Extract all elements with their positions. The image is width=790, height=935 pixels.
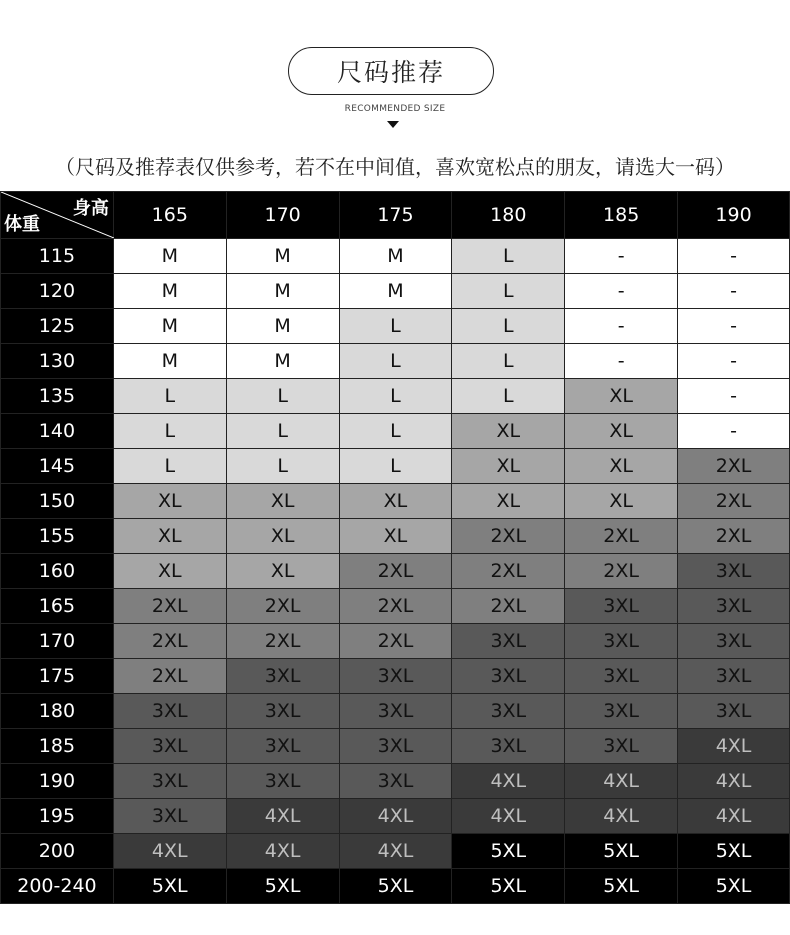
size-cell: 5XL bbox=[339, 869, 452, 904]
size-cell: 2XL bbox=[113, 659, 226, 694]
table-row bbox=[1, 484, 790, 519]
size-cell: 3XL bbox=[452, 659, 565, 694]
weight-label: 180 bbox=[1, 694, 114, 729]
weight-label: 190 bbox=[1, 764, 114, 799]
size-cell: 2XL bbox=[339, 589, 452, 624]
weight-label: 150 bbox=[1, 484, 114, 519]
size-cell: L bbox=[339, 379, 452, 414]
size-cell: 5XL bbox=[565, 869, 678, 904]
size-cell: M bbox=[226, 239, 339, 274]
size-cell: 3XL bbox=[565, 729, 678, 764]
weight-label: 125 bbox=[1, 309, 114, 344]
size-cell: 4XL bbox=[565, 799, 678, 834]
size-cell: 2XL bbox=[678, 449, 790, 484]
weight-label: 135 bbox=[1, 379, 114, 414]
size-cell: 5XL bbox=[226, 869, 339, 904]
size-cell: 3XL bbox=[678, 589, 790, 624]
size-cell: 2XL bbox=[226, 589, 339, 624]
size-cell: L bbox=[339, 309, 452, 344]
size-cell: M bbox=[339, 274, 452, 309]
size-cell: L bbox=[113, 449, 226, 484]
size-cell: 5XL bbox=[452, 834, 565, 869]
table-row bbox=[1, 659, 790, 694]
size-cell: 2XL bbox=[339, 624, 452, 659]
size-cell: 4XL bbox=[678, 799, 790, 834]
height-header-175: 175 bbox=[339, 192, 452, 239]
size-cell: 3XL bbox=[565, 589, 678, 624]
size-cell: L bbox=[339, 449, 452, 484]
table-row bbox=[1, 799, 790, 834]
size-cell: XL bbox=[113, 484, 226, 519]
size-cell: 3XL bbox=[339, 694, 452, 729]
weight-label: 195 bbox=[1, 799, 114, 834]
height-axis-label: 身高 bbox=[72, 198, 109, 219]
size-chart-table bbox=[0, 191, 790, 904]
table-row bbox=[1, 694, 790, 729]
size-cell: 2XL bbox=[565, 554, 678, 589]
size-cell: 4XL bbox=[339, 834, 452, 869]
size-cell: XL bbox=[339, 484, 452, 519]
table-row bbox=[1, 309, 790, 344]
size-cell: 5XL bbox=[678, 869, 790, 904]
size-cell: 4XL bbox=[452, 799, 565, 834]
size-cell: XL bbox=[339, 519, 452, 554]
height-header-180: 180 bbox=[452, 192, 565, 239]
size-cell: 4XL bbox=[565, 764, 678, 799]
weight-label: 160 bbox=[1, 554, 114, 589]
size-cell: 3XL bbox=[226, 729, 339, 764]
size-cell: 4XL bbox=[452, 764, 565, 799]
size-cell: 3XL bbox=[113, 799, 226, 834]
size-cell: 4XL bbox=[678, 764, 790, 799]
weight-axis-label: 体重 bbox=[4, 214, 40, 235]
table-row bbox=[1, 869, 790, 904]
size-cell: 3XL bbox=[226, 659, 339, 694]
size-cell: L bbox=[452, 239, 565, 274]
size-cell: - bbox=[565, 274, 678, 309]
weight-label: 165 bbox=[1, 589, 114, 624]
table-row bbox=[1, 519, 790, 554]
table-row bbox=[1, 449, 790, 484]
size-cell: 5XL bbox=[113, 869, 226, 904]
size-cell: 3XL bbox=[678, 554, 790, 589]
size-cell: 2XL bbox=[113, 589, 226, 624]
size-cell: 3XL bbox=[226, 764, 339, 799]
size-cell: 3XL bbox=[113, 694, 226, 729]
weight-label: 120 bbox=[1, 274, 114, 309]
table-row bbox=[1, 834, 790, 869]
size-cell: 2XL bbox=[113, 624, 226, 659]
table-row bbox=[1, 344, 790, 379]
height-header-170: 170 bbox=[226, 192, 339, 239]
header-row bbox=[1, 192, 790, 239]
size-cell: 3XL bbox=[339, 764, 452, 799]
size-cell: XL bbox=[226, 554, 339, 589]
size-cell: 3XL bbox=[452, 729, 565, 764]
size-cell: M bbox=[113, 344, 226, 379]
size-cell: 3XL bbox=[452, 624, 565, 659]
size-cell: 3XL bbox=[678, 624, 790, 659]
table-row bbox=[1, 239, 790, 274]
size-cell: XL bbox=[452, 414, 565, 449]
size-cell: 2XL bbox=[452, 589, 565, 624]
triangle-down-icon bbox=[387, 121, 399, 128]
size-cell: 3XL bbox=[565, 659, 678, 694]
table-row bbox=[1, 764, 790, 799]
size-cell: L bbox=[452, 344, 565, 379]
size-cell: 4XL bbox=[226, 834, 339, 869]
size-cell: M bbox=[226, 274, 339, 309]
size-cell: 2XL bbox=[452, 519, 565, 554]
size-cell: 2XL bbox=[339, 554, 452, 589]
weight-label: 200-240 bbox=[1, 869, 114, 904]
size-cell: XL bbox=[565, 414, 678, 449]
weight-label: 145 bbox=[1, 449, 114, 484]
height-header-165: 165 bbox=[113, 192, 226, 239]
size-cell: XL bbox=[226, 484, 339, 519]
size-cell: L bbox=[113, 379, 226, 414]
size-cell: XL bbox=[565, 484, 678, 519]
weight-label: 130 bbox=[1, 344, 114, 379]
size-cell: M bbox=[226, 309, 339, 344]
size-cell: XL bbox=[113, 554, 226, 589]
size-cell: L bbox=[339, 344, 452, 379]
size-cell: - bbox=[565, 344, 678, 379]
table-row bbox=[1, 379, 790, 414]
page-title: 尺码推荐 bbox=[288, 47, 494, 95]
size-cell: M bbox=[113, 239, 226, 274]
weight-label: 200 bbox=[1, 834, 114, 869]
table-row bbox=[1, 554, 790, 589]
page-subtitle: RECOMMENDED SIZE bbox=[344, 104, 446, 114]
size-cell: - bbox=[678, 239, 790, 274]
size-cell: 3XL bbox=[339, 659, 452, 694]
weight-label: 140 bbox=[1, 414, 114, 449]
size-cell: 2XL bbox=[226, 624, 339, 659]
size-cell: - bbox=[678, 309, 790, 344]
size-cell: 2XL bbox=[678, 519, 790, 554]
size-cell: M bbox=[113, 309, 226, 344]
table-row bbox=[1, 274, 790, 309]
size-cell: M bbox=[339, 239, 452, 274]
size-cell: - bbox=[678, 344, 790, 379]
weight-label: 170 bbox=[1, 624, 114, 659]
size-cell: - bbox=[678, 274, 790, 309]
table-row bbox=[1, 414, 790, 449]
size-cell: L bbox=[226, 379, 339, 414]
size-cell: XL bbox=[452, 484, 565, 519]
height-header-185: 185 bbox=[565, 192, 678, 239]
size-cell: XL bbox=[452, 449, 565, 484]
size-cell: - bbox=[678, 379, 790, 414]
size-cell: XL bbox=[565, 449, 678, 484]
height-header-190: 190 bbox=[678, 192, 790, 239]
weight-label: 155 bbox=[1, 519, 114, 554]
size-cell: XL bbox=[226, 519, 339, 554]
size-cell: L bbox=[452, 309, 565, 344]
size-cell: M bbox=[226, 344, 339, 379]
size-cell: 2XL bbox=[565, 519, 678, 554]
size-cell: 4XL bbox=[226, 799, 339, 834]
size-cell: L bbox=[452, 274, 565, 309]
size-cell: 2XL bbox=[678, 484, 790, 519]
size-cell: 3XL bbox=[678, 694, 790, 729]
size-cell: XL bbox=[565, 379, 678, 414]
size-cell: 4XL bbox=[678, 729, 790, 764]
size-cell: 5XL bbox=[565, 834, 678, 869]
size-cell: - bbox=[678, 414, 790, 449]
size-cell: 3XL bbox=[339, 729, 452, 764]
size-cell: L bbox=[226, 449, 339, 484]
weight-label: 115 bbox=[1, 239, 114, 274]
size-cell: 5XL bbox=[678, 834, 790, 869]
table-row bbox=[1, 589, 790, 624]
size-cell: XL bbox=[113, 519, 226, 554]
size-cell: L bbox=[452, 379, 565, 414]
size-cell: 4XL bbox=[339, 799, 452, 834]
size-cell: - bbox=[565, 239, 678, 274]
size-cell: 3XL bbox=[565, 624, 678, 659]
size-cell: L bbox=[113, 414, 226, 449]
size-cell: 3XL bbox=[452, 694, 565, 729]
size-cell: 4XL bbox=[113, 834, 226, 869]
table-row bbox=[1, 729, 790, 764]
table-row bbox=[1, 624, 790, 659]
size-cell: 3XL bbox=[226, 694, 339, 729]
weight-label: 185 bbox=[1, 729, 114, 764]
size-chart-body bbox=[1, 239, 790, 904]
size-cell: L bbox=[226, 414, 339, 449]
size-cell: M bbox=[113, 274, 226, 309]
weight-label: 175 bbox=[1, 659, 114, 694]
size-cell: 3XL bbox=[113, 764, 226, 799]
size-cell: - bbox=[565, 309, 678, 344]
size-cell: 3XL bbox=[565, 694, 678, 729]
size-cell: 3XL bbox=[678, 659, 790, 694]
size-note: （尺码及推荐表仅供参考，若不在中间值，喜欢宽松点的朋友，请选大一码） bbox=[55, 155, 735, 179]
size-cell: L bbox=[339, 414, 452, 449]
size-cell: 3XL bbox=[113, 729, 226, 764]
size-cell: 2XL bbox=[452, 554, 565, 589]
corner-header-cell bbox=[1, 192, 114, 239]
size-cell: 5XL bbox=[452, 869, 565, 904]
